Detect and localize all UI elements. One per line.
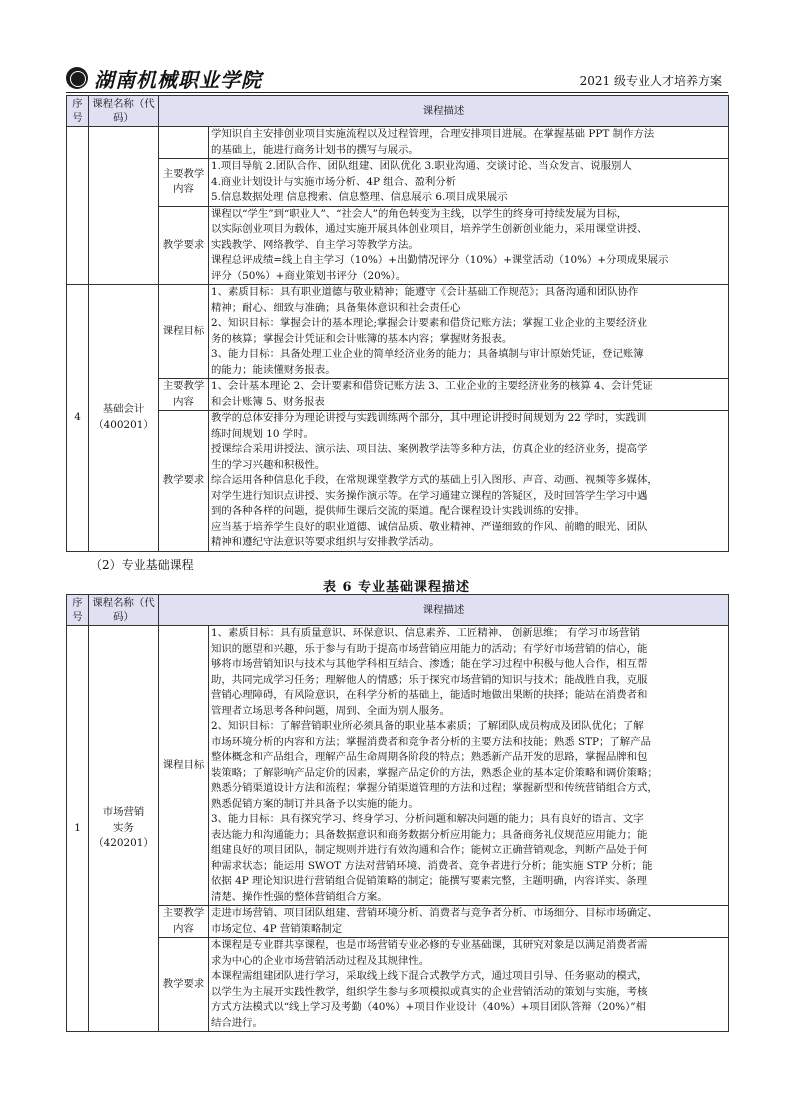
continued-text: 学知识自主安排创业项目实施流程以及过程管理，合理安排项目进展。在掌握基础 PPT 制作方法 的基础上，能进行商务计划书的撰写与展示。 bbox=[209, 127, 729, 159]
content-label: 主要教学内容 bbox=[159, 906, 209, 938]
table-row bbox=[67, 906, 729, 938]
course-seq: 1 bbox=[67, 626, 89, 1032]
requirement-label: 教学要求 bbox=[159, 206, 209, 285]
table-row bbox=[67, 411, 729, 552]
empty-course-cell bbox=[89, 127, 159, 285]
course-name: 基础会计 bbox=[102, 403, 145, 416]
table-header-row bbox=[67, 595, 729, 626]
table-row bbox=[67, 159, 729, 207]
header-desc: 课程描述 bbox=[159, 96, 729, 127]
school-seal-icon bbox=[66, 67, 88, 89]
page-header bbox=[66, 66, 728, 93]
table-row bbox=[67, 127, 729, 159]
header-seq: 序号 bbox=[67, 96, 89, 127]
requirement-text: 本课程是专业群共享课程，也是市场营销专业必修的专业基础课，其研究对象是以满足消费者需 求为中心的企业市场营销活动过程及其规律性。 本课程需组建团队进行学习，采取线上线下混合式教学方式，通过项目引导、任务驱动的模式， 以学生为主展开实践性教学，组织学生参与多项模拟或真实的企业营销活动的策划与实施，考核 方式方法模式以“线上学习及考勤（40%）+项目作业设计（40%）+项目团队答辩（20%）”相 结合进行。 bbox=[209, 938, 729, 1032]
table-header-row bbox=[67, 96, 729, 127]
section-title: （2）专业基础课程 bbox=[90, 558, 194, 572]
header-course: 课程名称（代码） bbox=[89, 595, 159, 626]
requirement-text: 教学的总体安排分为理论讲授与实践训练两个部分，其中理论讲授时间规划为 22 学时，实践训 练时间规划 10 学时。 授课综合采用讲授法、演示法、项目法、案例教学法等多种方法，仿真企业的经济业务，提高学 生的学习兴趣和积极性。 综合运用各种信息化手段，在常规课堂教学方式的基础上引入图形、声音、动画、视频等多媒体， 对学生进行知识点讲授、实务操作演示等。在学习通建立课程的答疑区，及时回答学生学习中遇 到的各种各样的问题，提供师生课后交流的渠道。配合课程设计实践训练的安排。 应当基于培养学生良好的职业道德、诚信品质、敬业精神、严谨细致的作风、前瞻的眼光、团队 精神和遵纪守法意识等要求组织与安排教学活动。 bbox=[209, 411, 729, 552]
goal-label: 课程目标 bbox=[159, 626, 209, 906]
course-seq: 4 bbox=[67, 285, 89, 552]
table-row bbox=[67, 379, 729, 411]
content-label: 主要教学内容 bbox=[159, 379, 209, 411]
table-row bbox=[67, 938, 729, 1032]
goal-text: 1、素质目标：具有质量意识、环保意识、信息素养、工匠精神、 创新思维； 有学习市场营销 知识的愿望和兴趣，乐于参与有助于提高市场营销应用能力的活动；有学好市场营销的信心，能 够将市场营销知识与技术与其他学科相互结合、渗透；能在学习过程中积极与他人合作，相互帮 助，共同完成学习任务；理解他人的情感；乐于探究市场营销的知识与技术；能战胜自我，克服 营销心理障碍，有风险意识，在科学分析的基础上，能适时地做出果断的抉择；能站在消费者和 管理者立场思考各种问题，周到、全面为别人服务。 2、知识目标：了解营销职业所必须具备的职业基本素质；了解团队成员构成及团队优化；了解 市场环境分析的内容和方法；掌握消费者和竞争者分析的主要方法和技能；熟悉 STP；了解产品 整体概念和产品组合，理解产品生命周期各阶段的特点；熟悉新产品开发的思路，掌握品牌和包 装策略；了解影响产品定价的因素，掌握产品定价的方法，熟悉企业的基本定价策略和调价策略； 熟悉分销渠道设计方法和流程；掌握分销渠道管理的方法和过程；掌握新型和传统营销组合方式， 熟悉促销方案的制订并具备予以实施的能力。 3、能力目标：具有探究学习、终身学习、分析问题和解决问题的能力；具有良好的语言、文字 表达能力和沟通能力；具备数据意识和商务数据分析应用能力；具备商务礼仪规范应用能力；能 组建良好的项目团队，制定规则并进行有效沟通和合作；能树立正确营销观念，判断产品处于何 种需求状态；能运用 SWOT 方法对营销环境、消费者、竞争者进行分析；能实施 STP 分析；能 依据 4P 理论知识进行营销组合促销策略的制定；能撰写要素完整，主题明确，内容详实、条理 清楚、操作性强的整体营销组合方案。 bbox=[209, 626, 729, 906]
course-name-cell bbox=[89, 285, 159, 552]
table-row bbox=[67, 626, 729, 906]
requirement-label: 教学要求 bbox=[159, 411, 209, 552]
requirement-text: 课程以“学生”到“职业人”、“社会人”的角色转变为主线，以学生的终身可持续发展为目标， 以实际创业项目为载体，通过实施开展具体创业项目，培养学生创新创业能力，采用课堂讲授、 实践教学、网络教学、自主学习等教学方法。 课程总评成绩=线上自主学习（10%）+出勤情况评分（10%）+课堂活动（10%）+分项成果展示 评分（50%）+商业策划书评分（20%）。 bbox=[209, 206, 729, 285]
goal-text: 1、素质目标：具有职业道德与敬业精神；能遵守《会计基础工作规范》；具备沟通和团队协作 精神；耐心、细致与准确；具备集体意识和社会责任心 2、知识目标：掌握会计的基本理论;掌握会计要素和借贷记账方法；掌握工业企业的主要经济业 务的核算；掌握会计凭证和会计账簿的基本内容；掌握财务报表。 3、能力目标：具备处理工业企业的简单经济业务的能力；具备填制与审计原始凭证，登记账簿 的能力；能读懂财务报表。 bbox=[209, 285, 729, 379]
course-code: （420201） bbox=[93, 837, 154, 850]
requirement-label: 教学要求 bbox=[159, 938, 209, 1032]
course-code: （400201） bbox=[93, 418, 154, 431]
empty-label-cell bbox=[159, 127, 209, 159]
document-title: 2021 级专业人才培养方案 bbox=[579, 74, 722, 88]
table-caption: 表 6 专业基础课程描述 bbox=[322, 580, 471, 595]
header-desc: 课程描述 bbox=[159, 595, 729, 626]
empty-seq-cell bbox=[67, 127, 89, 285]
table-row bbox=[67, 285, 729, 379]
course-name-cell bbox=[89, 626, 159, 1032]
school-logo bbox=[66, 66, 262, 90]
goal-label: 课程目标 bbox=[159, 285, 209, 379]
content-label: 主要教学内容 bbox=[159, 159, 209, 207]
content-text: 1、会计基本理论 2、会计要素和借贷记账方法 3、工业企业的主要经济业务的核算 4、会计凭证 和会计账簿 5、财务报表 bbox=[209, 379, 729, 411]
content-text: 走进市场营销、项目团队组建、营销环境分析、消费者与竞争者分析、市场细分、目标市场确定、 市场定位、4P 营销策略制定 bbox=[209, 906, 729, 938]
course-name-2: 实务 bbox=[113, 821, 134, 834]
course-table-public bbox=[66, 95, 729, 552]
school-name: 湖南机械职业学院 bbox=[94, 67, 262, 92]
content-text: 1.项目导航 2.团队合作、团队组建、团队优化 3.职业沟通、交谈讨论、当众发言、说服别人 4.商业计划设计与实施市场分析、4P 组合、盈利分析 5.信息数据处理 信息搜索、信息整理、信息展示 6.项目成果展示 bbox=[209, 159, 729, 207]
table-row bbox=[67, 206, 729, 285]
header-course: 课程名称（代码） bbox=[89, 96, 159, 127]
header-seq: 序号 bbox=[67, 595, 89, 626]
course-name: 市场营销 bbox=[102, 806, 145, 819]
course-table-foundation bbox=[66, 594, 729, 1032]
